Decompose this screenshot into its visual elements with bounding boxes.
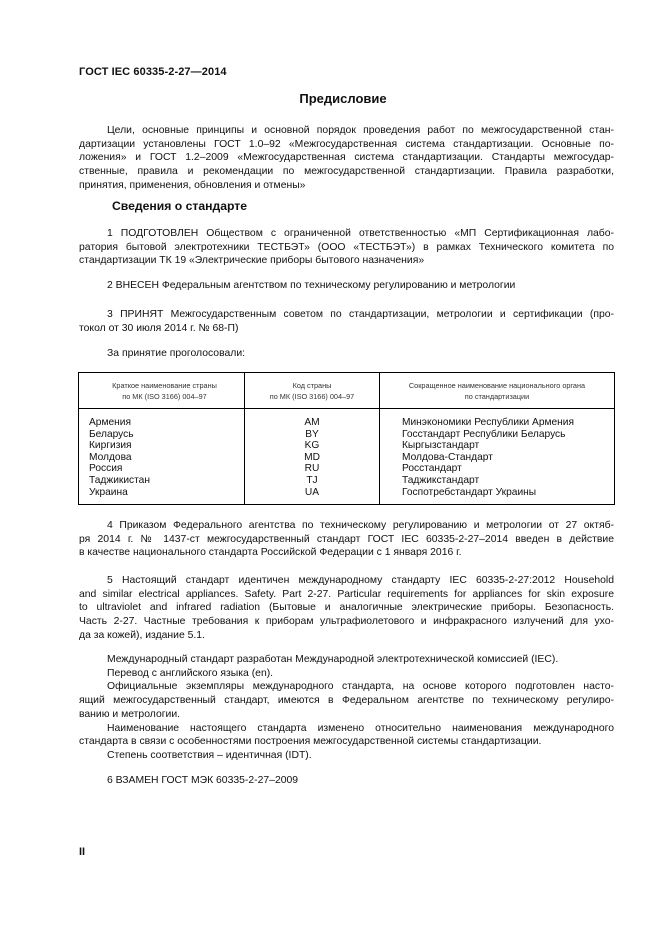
text-line: стандартизации ТК 19 «Электрические приборы бытового назначения» bbox=[79, 255, 425, 267]
text-line: to ultraviolet and infrared radiation (Бытовые и аналогичные электрические приборы. Безопасность. bbox=[79, 602, 614, 614]
text-line: токол от 30 июля 2014 г. № 68-П) bbox=[79, 322, 239, 334]
item-3-paragraph bbox=[79, 308, 614, 335]
table-body-row bbox=[79, 409, 615, 505]
text-line: Официальные экземпляры международного стандарта, на основе которого подготовлен насто- bbox=[107, 681, 614, 693]
text-line: ратория бытовой электротехники ТЕСТБЭТ» (ООО «ТЕСТБЭТ») в рамках Технического комитета по bbox=[79, 241, 614, 253]
item-6-paragraph: 6 ВЗАМЕН ГОСТ МЭК 60335-2-27–2009 bbox=[107, 775, 299, 786]
text-line: and similar electrical appliances. Safety. Part 2-27. Particular requirements for appliances for skin exposure bbox=[79, 588, 614, 600]
item-5-paragraph bbox=[79, 574, 614, 643]
developed-by-line: Международный стандарт разработан Международной электротехнической комиссией (IEC). bbox=[107, 654, 559, 665]
text-line: ря 2014 г. № 1437-ст межгосударственный стандарт ГОСТ IEC 60335-2-27–2014 введен в действие bbox=[79, 533, 614, 545]
page-number: II bbox=[79, 846, 86, 858]
item-2-paragraph: 2 ВНЕСЕН Федеральным агентством по техническому регулированию и метрологии bbox=[107, 280, 516, 291]
text-line: 1 ПОДГОТОВЛЕН Обществом с ограниченной ответственностью «МП Сертификационная лабо- bbox=[107, 228, 614, 239]
column-header-national-body: Сокращенное наименование национального органа по стандартизации bbox=[380, 373, 615, 409]
text-line: стандарта в связи с особенностями построения межгосударственной системы стандартизации. bbox=[79, 736, 542, 748]
column-header-country: Краткое наименование страны по МК (ISO 3166) 004–97 bbox=[79, 373, 245, 409]
text-line: принятия, применения, обновления и отмены» bbox=[79, 179, 306, 191]
text-line: дартизации установлены ГОСТ 1.0–92 «Межгосударственная система стандартизации. Основные по- bbox=[79, 138, 614, 150]
table-header-row bbox=[79, 373, 615, 409]
item-4-paragraph bbox=[79, 519, 614, 560]
text-line: ложения» и ГОСТ 1.2–2009 «Межгосударственная система стандартизации. Стандарты межгосудар- bbox=[79, 152, 614, 164]
voting-countries-table bbox=[78, 372, 615, 505]
text-line: ванию и метрологии. bbox=[79, 708, 181, 720]
item-1-paragraph bbox=[79, 227, 614, 268]
text-line: Цели, основные принципы и основной порядок проведения работ по межгосударственной стан- bbox=[107, 125, 614, 136]
text-line: в качестве национального стандарта Российской Федерации с 1 января 2016 г. bbox=[79, 547, 462, 559]
text-line: ящий межгосударственный стандарт, имеются в Федеральном агентстве по техническому регулиро- bbox=[79, 695, 614, 707]
section-heading: Сведения о стандарте bbox=[112, 199, 248, 213]
country-codes-cell: AM BY KG MD RU TJ UA bbox=[245, 409, 380, 505]
conformity-line: Степень соответствия – идентичная (IDT). bbox=[107, 749, 312, 761]
national-bodies-cell: Минэкономики Республики Армения Госстандарт Республики Беларусь Кыргызстандарт Молдова-Стандарт Росстандарт Таджикстандарт Госпотребстандарт Украины bbox=[402, 417, 574, 498]
text-line: 5 Настоящий стандарт идентичен международному стандарту IEC 60335-2-27:2012 Household bbox=[107, 575, 614, 586]
country-names-cell: Армения Беларусь Киргизия Молдова Россия Таджикистан Украина bbox=[79, 409, 245, 505]
voted-label: За принятие проголосовали: bbox=[107, 348, 246, 359]
text-line: 3 ПРИНЯТ Межгосударственным советом по стандартизации, метрологии и сертификации (про- bbox=[107, 309, 614, 320]
text-line: Часть 2-27. Частные требования к приборам ультрафиолетового и инфракрасного излучений для ухо- bbox=[79, 616, 614, 628]
notes-block bbox=[79, 653, 614, 763]
preface-title: Предисловие bbox=[299, 91, 387, 106]
text-line: Наименование настоящего стандарта изменено относительно наименования международного bbox=[107, 722, 614, 734]
column-header-code: Код страны по МК (ISO 3166) 004–97 bbox=[245, 373, 380, 409]
preface-paragraph bbox=[79, 124, 614, 193]
translation-line: Перевод с английского языка (en). bbox=[107, 667, 274, 679]
running-head: ГОСТ IEC 60335-2-27—2014 bbox=[79, 66, 227, 78]
text-line: ственные, правила и рекомендации по межгосударственной стандартизации. Правила разработки, bbox=[79, 166, 614, 178]
text-line: да за кожей), издание 5.1. bbox=[79, 629, 205, 641]
text-line: 4 Приказом Федерального агентства по техническому регулированию и метрологии от 27 октяб- bbox=[107, 520, 614, 531]
